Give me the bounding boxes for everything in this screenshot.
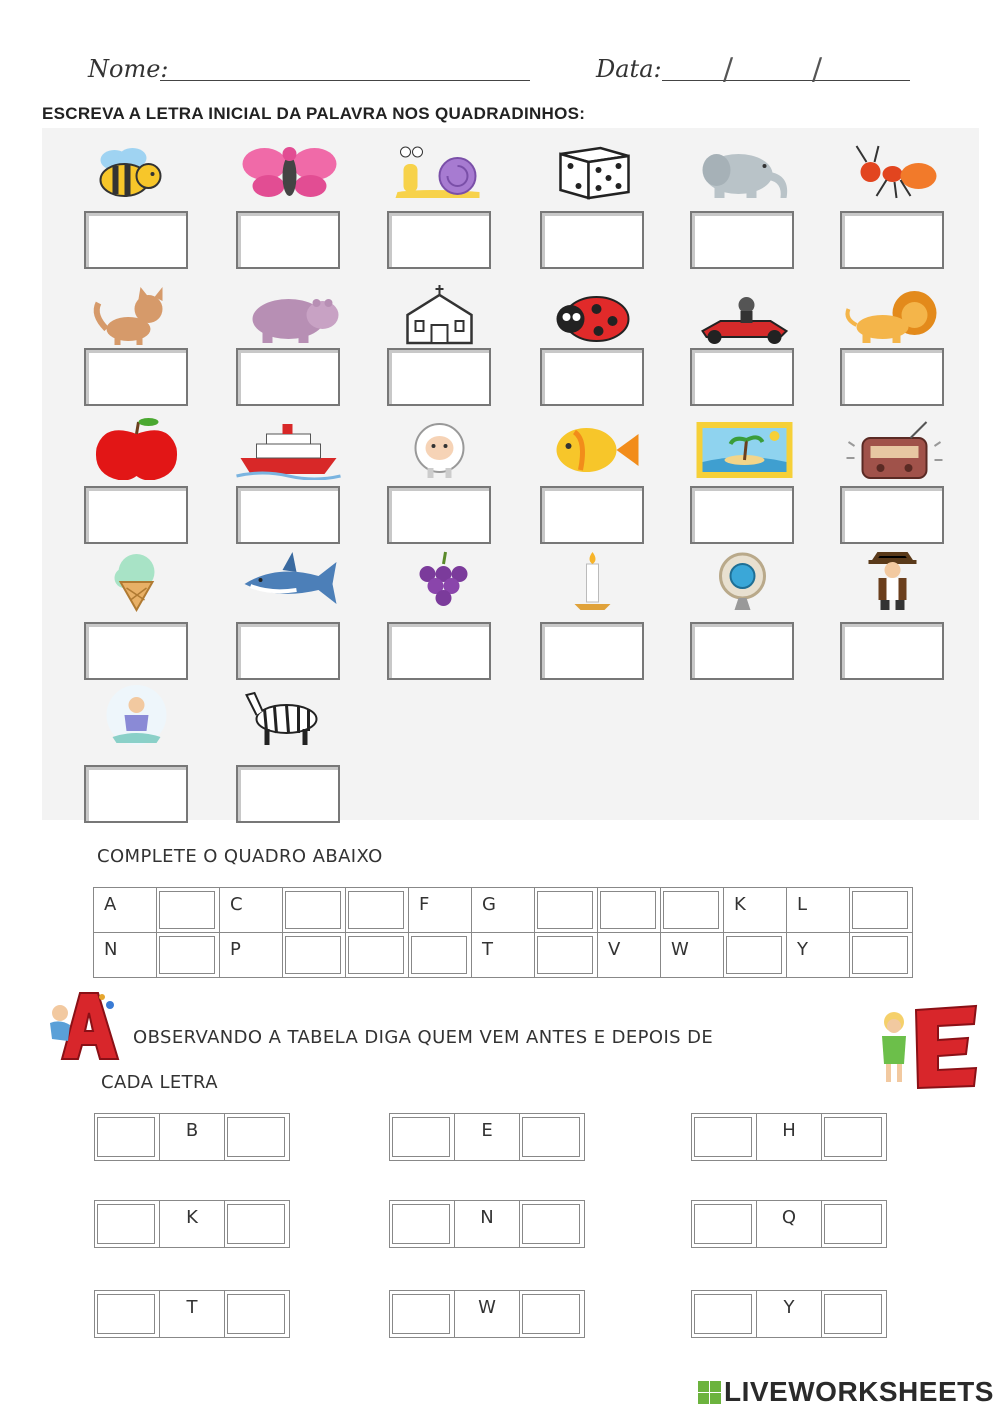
given-letter: B <box>185 1120 199 1141</box>
letter-input-box[interactable] <box>694 1117 752 1157</box>
alphabet-blank-cell[interactable] <box>283 933 346 978</box>
liveworksheets-logo-icon <box>698 1381 721 1404</box>
alphabet-input-box[interactable] <box>537 936 593 974</box>
alphabet-table <box>93 887 913 978</box>
answer-box[interactable] <box>540 486 644 544</box>
section3-line2: CADA LETRA <box>101 1072 218 1093</box>
cat-icon <box>84 285 189 345</box>
alphabet-input-box[interactable] <box>537 891 593 929</box>
alphabet-input-box[interactable] <box>600 891 656 929</box>
answer-box[interactable] <box>236 486 340 544</box>
letter-input-box[interactable] <box>694 1294 752 1334</box>
answer-box[interactable] <box>690 348 794 406</box>
letter-group <box>389 1113 585 1161</box>
alphabet-blank-cell[interactable] <box>535 888 598 933</box>
given-letter: H <box>782 1120 796 1141</box>
alphabet-letter: G <box>482 894 496 915</box>
section3-line1: OBSERVANDO A TABELA DIGA QUEM VEM ANTES E DEPOIS DE <box>133 1027 714 1048</box>
alphabet-input-box[interactable] <box>726 936 782 974</box>
ice-cream-icon <box>84 550 189 610</box>
given-letter: T <box>186 1297 198 1318</box>
cowboy-icon <box>840 550 945 610</box>
before-letter-box[interactable] <box>390 1291 454 1337</box>
alphabet-blank-cell[interactable] <box>850 933 913 978</box>
after-letter-box[interactable] <box>224 1114 289 1160</box>
date-field[interactable] <box>662 80 910 81</box>
after-letter-box[interactable] <box>519 1291 584 1337</box>
alphabet-letter: T <box>482 939 493 960</box>
alphabet-row <box>94 933 913 978</box>
before-letter-box[interactable] <box>692 1114 756 1160</box>
after-letter-box[interactable] <box>224 1201 289 1247</box>
alphabet-row <box>94 888 913 933</box>
letter-a-decoration <box>40 985 132 1065</box>
elephant-icon <box>690 140 795 200</box>
letter-input-box[interactable] <box>522 1117 580 1157</box>
letter-input-box[interactable] <box>824 1294 882 1334</box>
alphabet-blank-cell[interactable] <box>283 888 346 933</box>
given-letter-cell <box>159 1114 224 1160</box>
answer-box[interactable] <box>387 211 491 269</box>
candle-icon <box>540 550 645 610</box>
before-letter-box[interactable] <box>692 1291 756 1337</box>
alphabet-letter: F <box>419 894 430 915</box>
letter-input-box[interactable] <box>97 1294 155 1334</box>
letter-input-box[interactable] <box>227 1204 285 1244</box>
answer-box[interactable] <box>236 622 340 680</box>
given-letter-cell <box>756 1201 821 1247</box>
letter-input-box[interactable] <box>227 1294 285 1334</box>
yoga-icon <box>84 685 189 745</box>
alphabet-blank-cell[interactable] <box>724 933 787 978</box>
after-letter-box[interactable] <box>519 1114 584 1160</box>
given-letter-cell <box>454 1291 519 1337</box>
alphabet-blank-cell[interactable] <box>157 888 220 933</box>
answer-box[interactable] <box>840 348 944 406</box>
alphabet-input-box[interactable] <box>852 936 908 974</box>
letter-input-box[interactable] <box>824 1117 882 1157</box>
answer-box[interactable] <box>84 622 188 680</box>
alphabet-cell <box>598 933 661 978</box>
butterfly-icon <box>236 140 341 200</box>
alphabet-blank-cell[interactable] <box>346 888 409 933</box>
alphabet-cell <box>94 888 157 933</box>
given-letter-cell <box>756 1291 821 1337</box>
alphabet-letter: Y <box>797 939 808 960</box>
answer-box[interactable] <box>387 486 491 544</box>
before-letter-box[interactable] <box>390 1114 454 1160</box>
given-letter-cell <box>756 1114 821 1160</box>
grapes-icon <box>387 550 492 610</box>
alphabet-letter: L <box>797 894 808 915</box>
church-icon <box>387 285 492 345</box>
given-letter: K <box>186 1207 198 1228</box>
alphabet-letter: K <box>734 894 746 915</box>
alphabet-letter: N <box>104 939 118 960</box>
alphabet-blank-cell[interactable] <box>850 888 913 933</box>
after-letter-box[interactable] <box>821 1114 886 1160</box>
alphabet-cell <box>472 933 535 978</box>
instruction-title: ESCREVA A LETRA INICIAL DA PALAVRA NOS QUADRADINHOS: <box>42 104 586 123</box>
given-letter-cell <box>454 1114 519 1160</box>
brand-name: LIVEWORKSHEETS <box>724 1376 994 1407</box>
given-letter: W <box>478 1297 496 1318</box>
answer-box[interactable] <box>540 348 644 406</box>
alphabet-input-box[interactable] <box>411 936 467 974</box>
after-letter-box[interactable] <box>821 1201 886 1247</box>
alphabet-blank-cell[interactable] <box>409 933 472 978</box>
letter-group <box>691 1290 887 1338</box>
letter-group <box>389 1290 585 1338</box>
letter-input-box[interactable] <box>97 1117 155 1157</box>
alphabet-blank-cell[interactable] <box>661 888 724 933</box>
alphabet-letter: P <box>230 939 241 960</box>
dice-icon <box>540 140 645 200</box>
alphabet-input-box[interactable] <box>348 936 404 974</box>
snail-icon <box>387 140 492 200</box>
before-letter-box[interactable] <box>95 1201 159 1247</box>
letter-input-box[interactable] <box>392 1294 450 1334</box>
letter-input-box[interactable] <box>824 1204 882 1244</box>
letter-input-box[interactable] <box>392 1204 450 1244</box>
given-letter: Q <box>781 1207 797 1228</box>
letter-input-box[interactable] <box>97 1204 155 1244</box>
alphabet-input-box[interactable] <box>285 891 341 929</box>
alphabet-cell <box>409 888 472 933</box>
alphabet-input-box[interactable] <box>852 891 908 929</box>
webcam-icon <box>690 550 795 610</box>
date-separator: / <box>812 52 823 87</box>
letter-group <box>94 1290 290 1338</box>
hippo-icon <box>236 285 341 345</box>
answer-box[interactable] <box>690 486 794 544</box>
ship-icon <box>236 418 341 478</box>
alphabet-cell <box>661 933 724 978</box>
alphabet-letter: V <box>608 939 621 960</box>
alphabet-cell <box>94 933 157 978</box>
date-separator: / <box>723 52 734 87</box>
alphabet-blank-cell[interactable] <box>535 933 598 978</box>
letter-group <box>691 1113 887 1161</box>
date-label: Data: <box>596 55 662 83</box>
name-field[interactable] <box>160 80 530 81</box>
letter-input-box[interactable] <box>227 1117 285 1157</box>
given-letter: E <box>481 1120 493 1141</box>
letter-group <box>389 1200 585 1248</box>
name-label: Nome: <box>88 55 169 83</box>
given-letter-cell <box>454 1201 519 1247</box>
alphabet-letter: W <box>671 939 689 960</box>
apple-icon <box>84 418 189 478</box>
alphabet-cell <box>220 933 283 978</box>
alphabet-cell <box>787 888 850 933</box>
ant-icon <box>840 140 945 200</box>
alphabet-letter: A <box>104 894 117 915</box>
answer-box[interactable] <box>540 211 644 269</box>
liveworksheets-brand <box>698 1376 994 1408</box>
after-letter-box[interactable] <box>821 1291 886 1337</box>
after-letter-box[interactable] <box>224 1291 289 1337</box>
given-letter: N <box>480 1207 494 1228</box>
answer-box[interactable] <box>840 211 944 269</box>
before-letter-box[interactable] <box>95 1291 159 1337</box>
kart-icon <box>690 285 795 345</box>
bee-icon <box>84 140 189 200</box>
letter-e-decoration <box>868 1000 988 1092</box>
answer-box[interactable] <box>84 211 188 269</box>
before-letter-box[interactable] <box>390 1201 454 1247</box>
before-letter-box[interactable] <box>692 1201 756 1247</box>
painting-icon <box>690 418 795 478</box>
alphabet-blank-cell[interactable] <box>346 933 409 978</box>
shark-icon <box>236 550 341 610</box>
alphabet-blank-cell[interactable] <box>598 888 661 933</box>
lion-icon <box>840 285 945 345</box>
letter-group <box>94 1113 290 1161</box>
given-letter-cell <box>159 1291 224 1337</box>
answer-box[interactable] <box>84 486 188 544</box>
alphabet-cell <box>787 933 850 978</box>
answer-box[interactable] <box>84 765 188 823</box>
after-letter-box[interactable] <box>519 1201 584 1247</box>
before-letter-box[interactable] <box>95 1114 159 1160</box>
ladybug-icon <box>540 285 645 345</box>
given-letter-cell <box>159 1201 224 1247</box>
alphabet-blank-cell[interactable] <box>157 933 220 978</box>
given-letter: Y <box>783 1297 795 1318</box>
letter-group <box>691 1200 887 1248</box>
alphabet-input-box[interactable] <box>663 891 719 929</box>
answer-box[interactable] <box>840 622 944 680</box>
answer-box[interactable] <box>690 622 794 680</box>
answer-box[interactable] <box>236 348 340 406</box>
alphabet-letter: C <box>230 894 243 915</box>
letter-input-box[interactable] <box>522 1294 580 1334</box>
alphabet-input-box[interactable] <box>348 891 404 929</box>
letter-input-box[interactable] <box>694 1204 752 1244</box>
letter-input-box[interactable] <box>392 1117 450 1157</box>
zebra-icon <box>236 685 341 745</box>
letter-group <box>94 1200 290 1248</box>
alphabet-cell <box>472 888 535 933</box>
answer-box[interactable] <box>540 622 644 680</box>
alphabet-cell <box>724 888 787 933</box>
alphabet-cell <box>220 888 283 933</box>
radio-icon <box>840 418 945 478</box>
answer-box[interactable] <box>840 486 944 544</box>
alphabet-input-box[interactable] <box>159 891 215 929</box>
answer-box[interactable] <box>84 348 188 406</box>
answer-box[interactable] <box>236 765 340 823</box>
answer-box[interactable] <box>236 211 340 269</box>
alphabet-input-box[interactable] <box>285 936 341 974</box>
sheep-icon <box>387 418 492 478</box>
fish-icon <box>540 418 645 478</box>
answer-box[interactable] <box>387 348 491 406</box>
letter-input-box[interactable] <box>522 1204 580 1244</box>
answer-box[interactable] <box>690 211 794 269</box>
section-title: COMPLETE O QUADRO ABAIXO <box>97 846 383 867</box>
answer-box[interactable] <box>387 622 491 680</box>
alphabet-input-box[interactable] <box>159 936 215 974</box>
